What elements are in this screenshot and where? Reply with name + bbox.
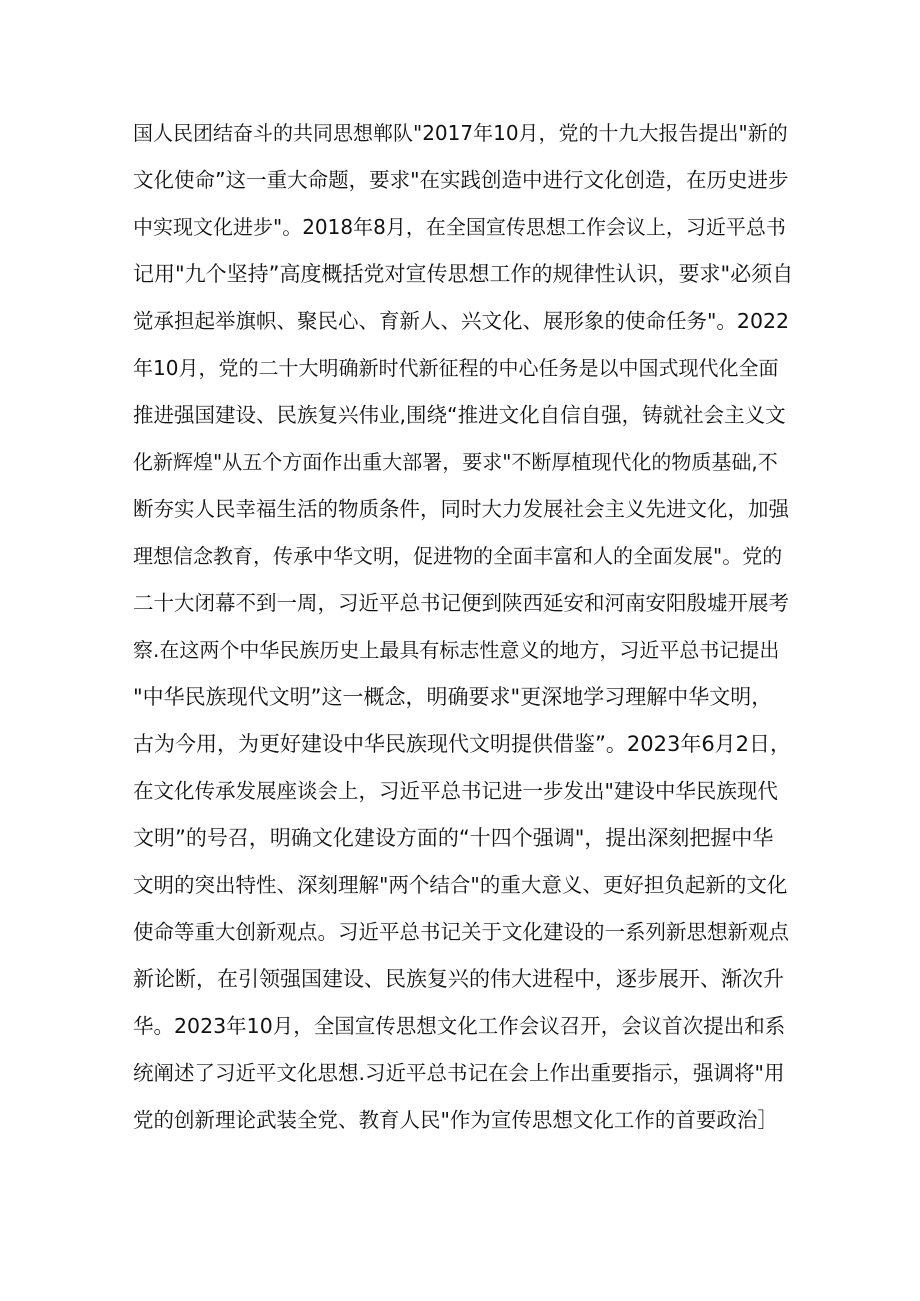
text-line: 使命等重大创新观点。习近平总书记关于文化建设的一系列新思想新观点 (133, 920, 789, 944)
text-line: 理想信念教育，传承中华文明，促进物的全面丰富和人的全面发展"。党的 (133, 544, 783, 568)
text-line: 中实现文化进步"。2018年8月，在全国宣传思想工作会议上，习近平总书 (133, 215, 786, 239)
text-line: 文明”的号召，明确文化建设方面的“十四个强调"，提出深刻把握中华 (133, 826, 774, 850)
text-line: 古为今用，为更好建设中华民族现代文明提供借鉴”。2023年6月2日， (133, 732, 792, 756)
text-line: 文明的突出特性、深刻理解"两个结合"的重大意义、更好担负起新的文化 (133, 873, 788, 897)
text-line: 觉承担起举旗帜、聚民心、育新人、兴文化、展形象的使命任务"。2022 (133, 309, 790, 333)
text-line: "中华民族现代文明”这一概念，明确要求"更深地学习理解中华文明， (133, 685, 773, 709)
text-line: 新论断，在引领强国建设、民族复兴的伟大进程中，逐步展开、渐次升 (133, 967, 784, 991)
text-line: 党的创新理论武装全党、教育人民"作为宣传思想文化工作的首要政治］ (133, 1108, 778, 1132)
text-line: 化新辉煌"从五个方面作出重大部署，要求"不断厚植现代化的物质基础,不 (133, 450, 778, 474)
text-line: 年10月，党的二十大明确新时代新征程的中心任务是以中国式现代化全面 (133, 356, 779, 380)
text-line: 华。2023年10月，全国宣传思想文化工作会议召开，会议首次提出和系 (133, 1014, 786, 1038)
text-line: 统阐述了习近平文化思想.习近平总书记在会上作出重要指示，强调将"用 (133, 1061, 785, 1085)
text-line: 推进强国建设、民族复兴伟业,围绕“推进文化自信自强，铸就社会主义文 (133, 403, 786, 427)
text-line: 文化使命”这一重大命题，要求"在实践创造中进行文化创造，在历史进步 (133, 168, 789, 192)
text-line: 在文化传承发展座谈会上，习近平总书记进一步发出"建设中华民族现代 (133, 779, 778, 803)
text-line: 二十大闭幕不到一周，习近平总书记便到陕西延安和河南安阳殷墟开展考 (133, 591, 789, 615)
text-line: 国人民团结奋斗的共同思想郸队"2017年10月，党的十九大报告提出"新的 (133, 121, 788, 145)
text-line: 察.在这两个中华民族历史上最具有标志性意义的地方，习近平总书记提出 (133, 638, 780, 662)
text-line: 记用"九个坚持”高度概括党对宣传思想工作的规律性认识，要求"必须自 (133, 262, 794, 286)
document-body-text (133, 110, 793, 1144)
text-line: 断夯实人民幸福生活的物质条件，同时大力发展社会主义先进文化，加强 (133, 497, 789, 521)
